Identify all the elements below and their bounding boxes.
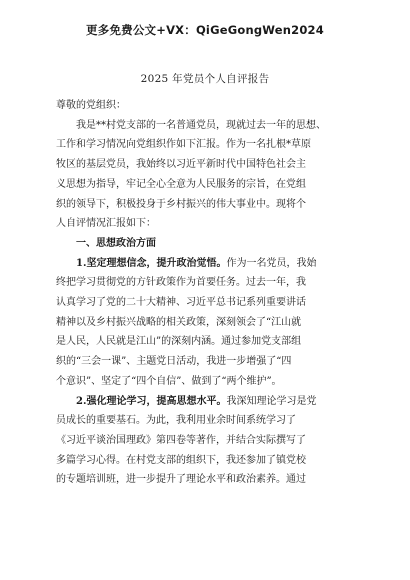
body-line: 《习近平谈治国理政》第四卷等著作，并结合实际撰写了 — [56, 434, 306, 446]
body-line: 织的“三会一课”、主题党日活动，我进一步增强了“四 — [56, 356, 292, 368]
body-line: 我是**村党支部的一名普通党员，现就过去一年的思想、 — [76, 119, 326, 131]
body-line: 2.强化理论学习，提高思想水平。我深知理论学习是党 — [76, 395, 317, 407]
body-line: 工作和学习情况向党组织作如下汇报。作为一名扎根*草原 — [56, 139, 311, 151]
body-line: 是人民，人民就是江山”的深刻内涵。通过参加党支部组 — [56, 336, 302, 348]
body-line: 织的领导下，积极投身于乡村振兴的伟大事业中。现将个 — [56, 198, 306, 210]
body-line: 人自评情况汇报如下： — [56, 218, 156, 230]
body-line: 个意识”、坚定了“四个自信”、做到了“两个维护”。 — [56, 375, 282, 387]
body-line: 的专题培训班，进一步提升了理论水平和政治素养。通过 — [56, 474, 306, 486]
body-line: 义思想为指导，牢记全心全意为人民服务的宗旨，在党组 — [56, 178, 306, 190]
promo-banner: 更多免费公文+VX：QiGeGongWen2024 — [86, 23, 324, 37]
document-body — [56, 96, 354, 490]
salutation: 尊敬的党组织： — [56, 100, 126, 111]
subheading: 1.坚定理想信念，提升政治觉悟。 — [76, 257, 227, 269]
body-line: 多篇学习心得。在村党支部的组织下，我还参加了镇党校 — [56, 454, 306, 466]
body-line: 牧区的基层党员，我始终以习近平新时代中国特色社会主 — [56, 159, 306, 171]
document-title: 2025 年党员个人自评报告 — [140, 73, 270, 85]
section-heading: 一、思想政治方面 — [76, 237, 156, 249]
body-line: 精神以及乡村振兴战略的相关政策，深刻领会了“江山就 — [56, 316, 302, 328]
body-line: 1.坚定理想信念，提升政治觉悟。作为一名党员，我始 — [76, 257, 317, 269]
subheading: 2.强化理论学习，提高思想水平。 — [76, 395, 227, 407]
body-line: 终把学习贯彻党的方针政策作为首要任务。过去一年，我 — [56, 277, 306, 289]
body-line: 认真学习了党的二十大精神、习近平总书记系列重要讲话 — [56, 297, 306, 309]
body-line: 员成长的重要基石。为此，我利用业余时间系统学习了 — [56, 415, 296, 427]
